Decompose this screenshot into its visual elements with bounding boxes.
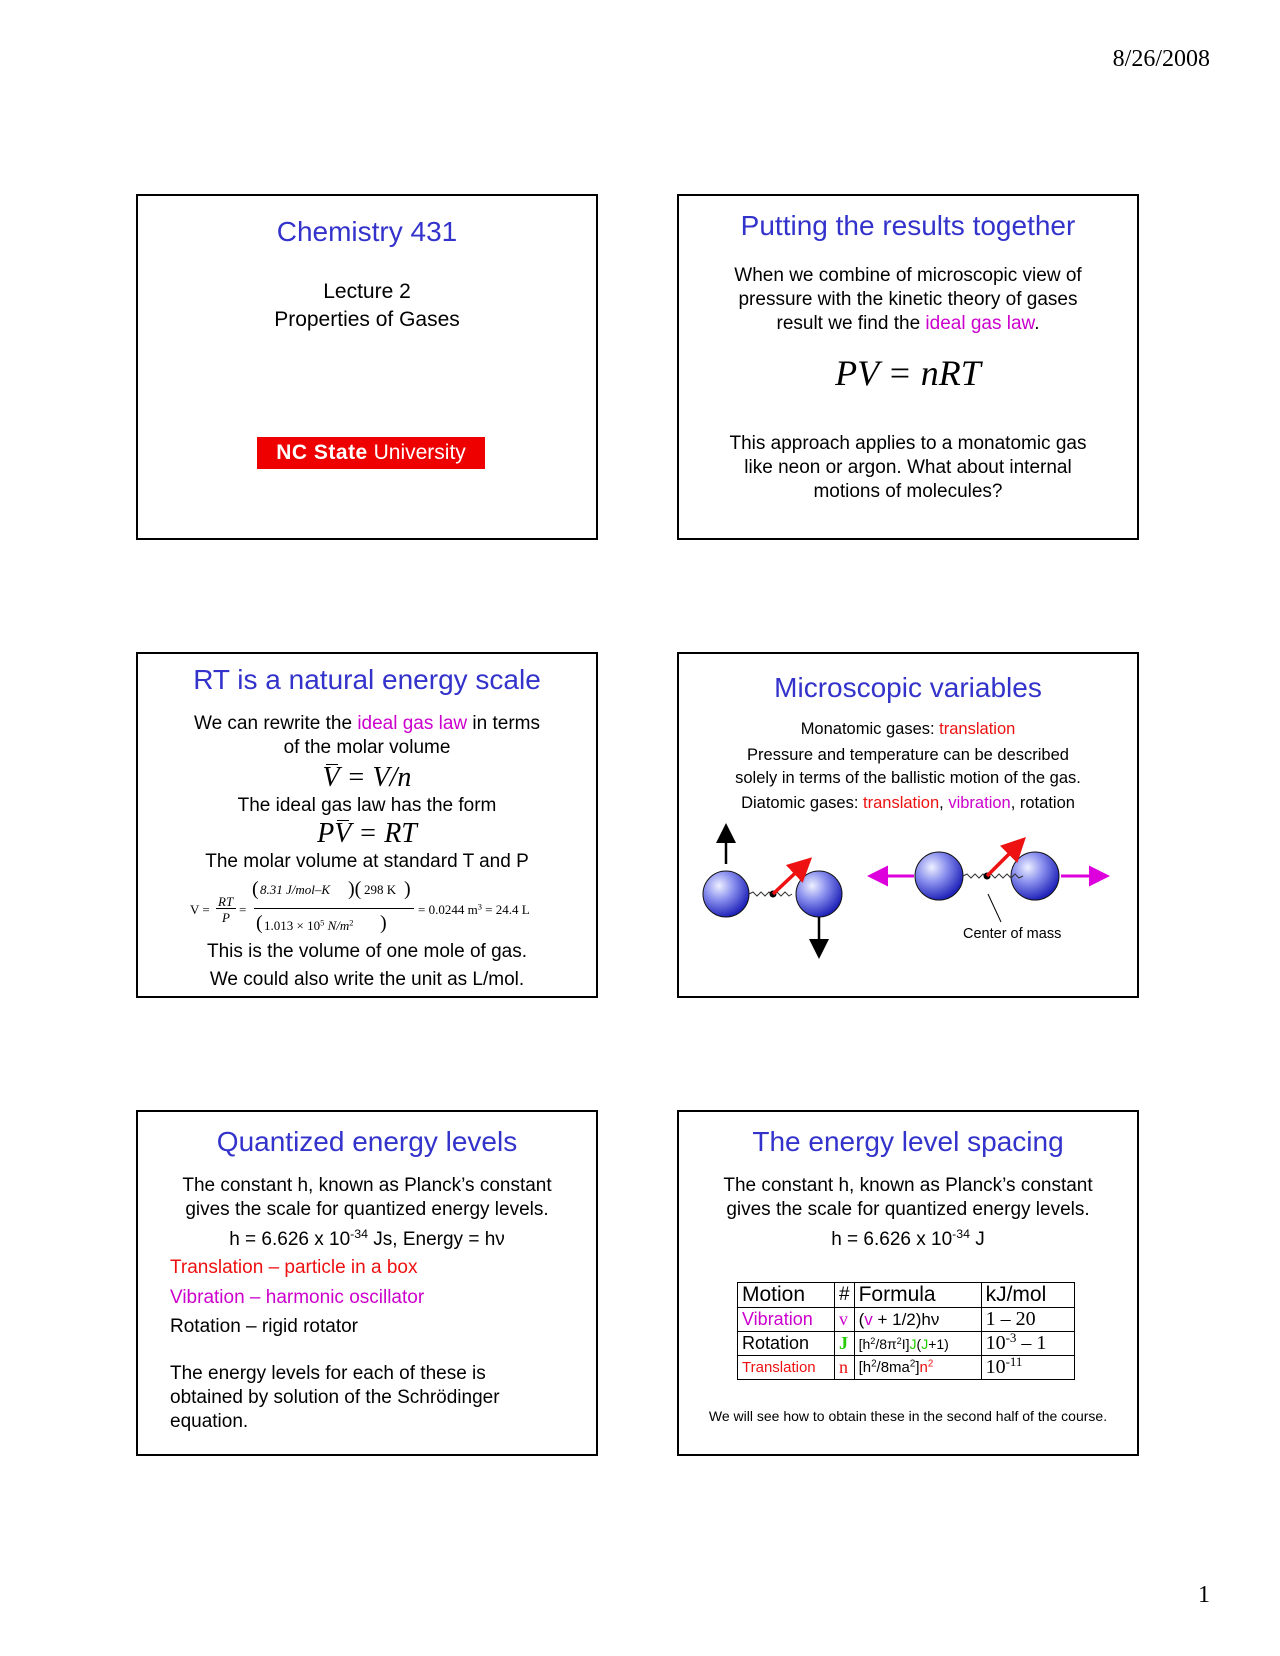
paragraph-line: The molar volume at standard T and P (205, 851, 529, 872)
text: 10 (985, 1356, 1006, 1378)
text: /8π (875, 1335, 897, 1352)
text: in terms (467, 713, 541, 734)
slide-rt-energy-scale (136, 652, 598, 998)
slide-title: The energy level spacing (752, 1126, 1064, 1157)
slide-energy-level-spacing (677, 1110, 1139, 1456)
header-formula: Formula (854, 1283, 981, 1308)
table-row-rotation (738, 1332, 1075, 1356)
atom-right (796, 871, 842, 917)
slide-title: Quantized energy levels (216, 1126, 518, 1157)
header-number: # (835, 1283, 855, 1308)
exponent: -3 (1005, 1329, 1017, 1345)
calc-result-exp: 3 (477, 901, 482, 912)
text: + 1/2)hν (872, 1309, 940, 1329)
slide-title: Microscopic variables (774, 672, 1042, 703)
exponent: -11 (1005, 1353, 1023, 1369)
cell-kj (981, 1353, 1074, 1380)
equals-sign: = (239, 902, 247, 917)
paragraph-line: like neon or argon. What about internal (744, 457, 1072, 478)
paren: )( (348, 878, 362, 900)
calc-den-exp: 5 (320, 917, 325, 928)
text: h = 6.626 x 10 (831, 1229, 953, 1250)
exponent: 2 (871, 1358, 877, 1370)
calc-main-fraction-line (254, 908, 414, 909)
highlight-vibration: vibration (948, 794, 1011, 812)
calc-result-b: = 24.4 L (481, 902, 530, 917)
text: Diatomic gases: (741, 794, 864, 812)
calc-den-exp2: 2 (349, 917, 354, 928)
planck-constant-line (138, 1228, 596, 1252)
page-number: 1 (1198, 1582, 1210, 1608)
cell-number: J (835, 1332, 855, 1356)
nc-state-logo (257, 437, 485, 469)
slide-title: Chemistry 431 (276, 216, 458, 247)
quantum-number-j: J (921, 1335, 929, 1352)
center-of-mass-label: Center of mass (963, 926, 1062, 942)
text: /8ma (876, 1359, 910, 1376)
paragraph-line: Pressure and temperature can be described (747, 746, 1069, 764)
calc-num-a: 8.31 J/mol–K (260, 882, 331, 897)
header-kj-mol: kJ/mol (981, 1283, 1074, 1308)
paren: ( (256, 912, 263, 934)
logo-bold-text: NC State (276, 441, 368, 464)
paragraph-line: equation. (170, 1411, 249, 1432)
paragraph-line (679, 792, 1137, 815)
text: I] (901, 1335, 910, 1352)
highlight-translation: translation (939, 720, 1016, 738)
p-symbol: P (317, 818, 335, 849)
lecture-number: Lecture 2 (323, 280, 411, 303)
exponent: 2 (909, 1358, 916, 1370)
table-row-translation (738, 1356, 1075, 1380)
paragraph-line: We could also write the unit as L/mol. (209, 969, 525, 990)
table-header-row (738, 1283, 1075, 1308)
highlight-ideal-gas-law: ideal gas law (357, 713, 468, 734)
cell-formula (854, 1332, 981, 1356)
text: [h (858, 1335, 871, 1352)
cell-motion: Translation (738, 1356, 835, 1380)
atom-left (703, 871, 749, 917)
highlight-ideal-gas-law: ideal gas law (925, 313, 1035, 334)
paragraph-line: The constant h, known as Planck’s constant (723, 1175, 1093, 1196)
paren: ) (380, 912, 387, 934)
calc-frac-den: P (222, 910, 230, 925)
cell-number: n (835, 1356, 855, 1380)
cell-kj (981, 1329, 1074, 1356)
text: , rotation (1010, 794, 1075, 812)
atom-right (1011, 852, 1059, 900)
paragraph-line: obtained by solution of the Schrödinger (170, 1387, 500, 1408)
cell-formula (854, 1308, 981, 1332)
cell-motion: Vibration (738, 1308, 835, 1332)
table-row-vibration (738, 1308, 1075, 1332)
paragraph-line: This approach applies to a monatomic gas (729, 433, 1087, 454)
text: ( (858, 1309, 865, 1329)
text: ] (915, 1359, 920, 1376)
exponent: 2 (927, 1358, 934, 1370)
text: result we find the (776, 313, 926, 334)
ideal-gas-molar-equation (138, 818, 596, 850)
quantum-number-n: n (919, 1359, 928, 1376)
text: J (970, 1229, 985, 1250)
paragraph-line: gives the scale for quantized energy levels. (185, 1199, 549, 1220)
lecture-topic: Properties of Gases (274, 308, 460, 331)
equation-rhs: = V/n (339, 762, 412, 793)
cell-formula (854, 1356, 981, 1380)
calc-result (418, 902, 530, 918)
highlight-translation: translation (863, 794, 940, 812)
header-motion: Motion (738, 1283, 835, 1308)
cell-number: v (835, 1308, 855, 1332)
calc-result-a: = 0.0244 m (418, 902, 478, 917)
paragraph-line (138, 712, 596, 736)
paragraph-line: gives the scale for quantized energy levels. (726, 1199, 1090, 1220)
energy-level-table (737, 1282, 1075, 1380)
calc-lhs: V = (190, 902, 210, 917)
paragraph-line: This is the volume of one mole of gas. (207, 941, 527, 962)
ideal-gas-equation: PV = nRT (835, 353, 981, 393)
slide-title: RT is a natural energy scale (193, 664, 541, 695)
exponent: -34 (350, 1227, 369, 1242)
v-bar: V (334, 818, 352, 849)
paragraph-line: The constant h, known as Planck’s constant (182, 1175, 552, 1196)
exponent: 2 (870, 1335, 876, 1346)
slide-putting-results-together (677, 194, 1139, 540)
planck-constant-line (679, 1228, 1137, 1252)
exponent: -34 (952, 1227, 971, 1242)
text: Monatomic gases: (800, 720, 940, 738)
text: – 1 (1016, 1332, 1047, 1354)
diatomic-motion-diagram (679, 814, 1137, 964)
calc-num-b: 298 K (364, 882, 397, 897)
paragraph-line: of the molar volume (283, 737, 451, 758)
rotation-item: Rotation – rigid rotator (170, 1316, 358, 1337)
translation-item: Translation – particle in a box (170, 1257, 418, 1278)
calc-frac-line (216, 908, 236, 909)
text: Js, Energy = hν (368, 1229, 505, 1250)
text: [h (858, 1359, 872, 1376)
vibration-item: Vibration – harmonic oscillator (170, 1287, 425, 1308)
paren: ( (252, 878, 259, 900)
slide-footnote: We will see how to obtain these in the second half of the course. (708, 1408, 1108, 1424)
calc-den-b: N/m (324, 918, 350, 933)
paragraph-line: solely in terms of the ballistic motion of the gas. (735, 769, 1081, 787)
logo-rest-text: University (373, 441, 466, 464)
slide-quantized-energy-levels (136, 1110, 598, 1456)
paragraph-line: pressure with the kinetic theory of gases (738, 289, 1078, 310)
slide-chemistry-431 (136, 194, 598, 540)
text: , (939, 794, 949, 812)
equation-rhs: = RT (351, 818, 417, 849)
v-bar: V (322, 762, 340, 793)
quantum-number-j: J (909, 1335, 917, 1352)
paren: ) (404, 878, 411, 900)
cell-kj: 1 – 20 (981, 1308, 1074, 1332)
atom-left (915, 852, 963, 900)
paragraph-line (679, 312, 1137, 336)
text: h = 6.626 x 10 (229, 1229, 351, 1250)
text: 10 (985, 1332, 1006, 1354)
molar-volume-equation (138, 762, 596, 794)
quantum-number-v: v (864, 1309, 873, 1329)
calc-frac-num: RT (218, 894, 234, 909)
paragraph-line (679, 718, 1137, 741)
paragraph-line: The ideal gas law has the form (237, 795, 497, 816)
calc-den-a: 1.013 × 10 (264, 918, 321, 933)
text: We can rewrite the (193, 713, 358, 734)
text: . (1034, 313, 1040, 334)
slide-title: Putting the results together (740, 210, 1076, 241)
exponent: 2 (896, 1335, 902, 1346)
paragraph-line: The energy levels for each of these is (170, 1363, 486, 1384)
cell-motion: Rotation (738, 1332, 835, 1356)
center-of-mass-pointer (988, 894, 1001, 922)
header-date: 8/26/2008 (1112, 46, 1210, 72)
paragraph-line: When we combine of microscopic view of (734, 265, 1082, 286)
paragraph-line: motions of molecules? (813, 481, 1003, 502)
calc-denominator (264, 918, 353, 934)
slide-microscopic-variables (677, 652, 1139, 998)
text: +1) (928, 1335, 949, 1352)
text: ( (916, 1335, 922, 1352)
